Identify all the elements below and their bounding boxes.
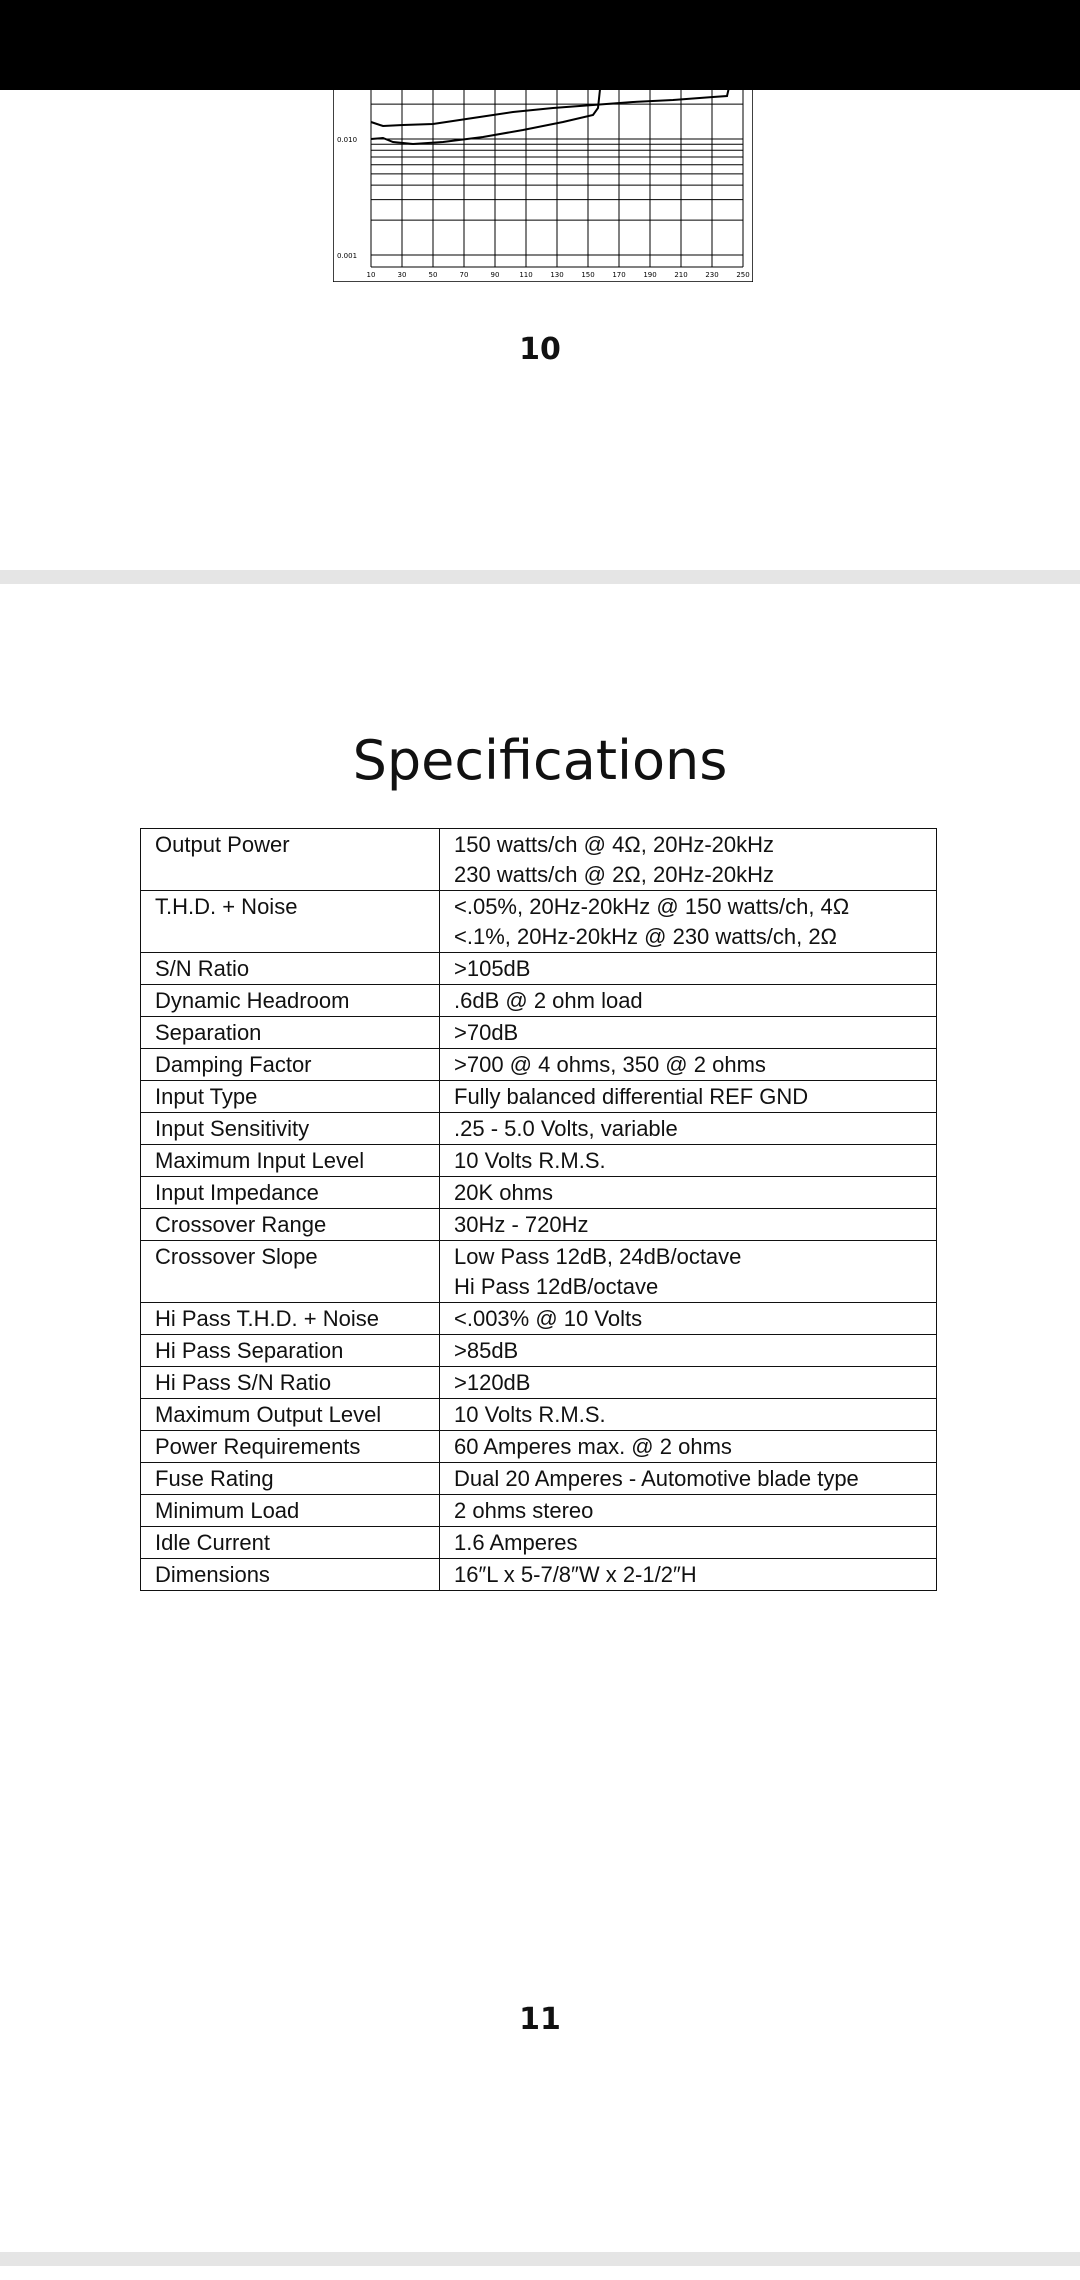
x-tick-label: 210	[674, 271, 688, 279]
spec-value-line: 230 watts/ch @ 2Ω, 20Hz-20kHz	[454, 862, 775, 887]
spec-value	[440, 829, 937, 891]
thd-graph	[333, 60, 753, 282]
table-row	[141, 891, 937, 953]
page-11	[0, 584, 1080, 2252]
table-row	[141, 1367, 937, 1399]
spec-value-line: 30Hz - 720Hz	[454, 1212, 589, 1237]
spec-label: Input Type	[141, 1081, 440, 1113]
spec-value-line: <.003% @ 10 Volts	[454, 1306, 643, 1331]
table-row	[141, 1241, 937, 1303]
x-tick-label: 110	[519, 271, 533, 279]
spec-value	[440, 1367, 937, 1399]
spec-value-line: Low Pass 12dB, 24dB/octave	[454, 1244, 742, 1269]
spec-label: Crossover Slope	[141, 1241, 440, 1303]
spec-value	[440, 1559, 937, 1591]
spec-label: Hi Pass T.H.D. + Noise	[141, 1303, 440, 1335]
spec-label: Input Sensitivity	[141, 1113, 440, 1145]
table-row	[141, 1463, 937, 1495]
spec-label: Fuse Rating	[141, 1463, 440, 1495]
spec-value	[440, 1527, 937, 1559]
spec-value-line: 20K ohms	[454, 1180, 554, 1205]
y-tick-label: 0.010	[337, 136, 358, 144]
table-row	[141, 1335, 937, 1367]
spec-value	[440, 953, 937, 985]
spec-label: Minimum Load	[141, 1495, 440, 1527]
spec-value-line: Fully balanced differential REF GND	[454, 1084, 809, 1109]
page-number-11: 11	[519, 2002, 561, 2037]
spec-label: Hi Pass Separation	[141, 1335, 440, 1367]
spec-label: Power Requirements	[141, 1431, 440, 1463]
spec-value	[440, 1177, 937, 1209]
table-row	[141, 1049, 937, 1081]
spec-label: Crossover Range	[141, 1209, 440, 1241]
spec-value	[440, 1145, 937, 1177]
table-row	[141, 829, 937, 891]
spec-value	[440, 1431, 937, 1463]
spec-value	[440, 1241, 937, 1303]
spec-value-line: <.1%, 20Hz-20kHz @ 230 watts/ch, 2Ω	[454, 924, 838, 949]
page-separator	[0, 2252, 1080, 2266]
table-row	[141, 985, 937, 1017]
spec-value	[440, 1049, 937, 1081]
spec-value-line: 10 Volts R.M.S.	[454, 1402, 606, 1427]
spec-label: Dynamic Headroom	[141, 985, 440, 1017]
table-row	[141, 953, 937, 985]
x-tick-label: 190	[643, 271, 657, 279]
spec-value	[440, 1303, 937, 1335]
top-toolbar	[0, 0, 1080, 90]
spec-label: Dimensions	[141, 1559, 440, 1591]
table-row	[141, 1081, 937, 1113]
spec-value-line: >70dB	[454, 1020, 519, 1045]
table-row	[141, 1145, 937, 1177]
table-row	[141, 1017, 937, 1049]
page-separator	[0, 570, 1080, 584]
table-row	[141, 1495, 937, 1527]
x-tick-label: 10	[366, 271, 376, 279]
page-title: Specifications	[352, 729, 728, 792]
spec-value	[440, 891, 937, 953]
table-row	[141, 1113, 937, 1145]
spec-value-line: >105dB	[454, 956, 531, 981]
spec-value	[440, 1335, 937, 1367]
spec-value	[440, 1113, 937, 1145]
table-row	[141, 1177, 937, 1209]
x-tick-label: 150	[581, 271, 595, 279]
spec-label: S/N Ratio	[141, 953, 440, 985]
spec-label: Damping Factor	[141, 1049, 440, 1081]
x-tick-label: 50	[428, 271, 438, 279]
spec-label: Output Power	[141, 829, 440, 891]
spec-value	[440, 1081, 937, 1113]
table-row	[141, 1527, 937, 1559]
spec-value	[440, 1495, 937, 1527]
spec-value	[440, 1017, 937, 1049]
spec-value	[440, 1463, 937, 1495]
spec-value-line: 150 watts/ch @ 4Ω, 20Hz-20kHz	[454, 832, 775, 857]
spec-value-line: .6dB @ 2 ohm load	[454, 988, 643, 1013]
spec-value-line: >85dB	[454, 1338, 519, 1363]
spec-label: Idle Current	[141, 1527, 440, 1559]
x-tick-label: 170	[612, 271, 626, 279]
spec-value-line: 1.6 Amperes	[454, 1530, 578, 1555]
x-tick-label: 230	[705, 271, 719, 279]
spec-label: Maximum Output Level	[141, 1399, 440, 1431]
spec-value	[440, 1399, 937, 1431]
table-row	[141, 1431, 937, 1463]
page-number-10: 10	[519, 332, 561, 367]
spec-value-line: Hi Pass 12dB/octave	[454, 1274, 659, 1299]
table-row	[141, 1559, 937, 1591]
y-tick-label: 0.001	[337, 252, 358, 260]
spec-label: T.H.D. + Noise	[141, 891, 440, 953]
x-tick-label: 90	[490, 271, 500, 279]
table-row	[141, 1399, 937, 1431]
spec-label: Hi Pass S/N Ratio	[141, 1367, 440, 1399]
spec-value-line: 16″L x 5-7/8″W x 2-1/2″H	[454, 1562, 697, 1587]
spec-label: Maximum Input Level	[141, 1145, 440, 1177]
specifications-table	[140, 828, 937, 1591]
spec-value-line: 60 Amperes max. @ 2 ohms	[454, 1434, 732, 1459]
spec-label: Separation	[141, 1017, 440, 1049]
spec-value	[440, 985, 937, 1017]
x-tick-label: 250	[736, 271, 750, 279]
table-row	[141, 1209, 937, 1241]
spec-value-line: <.05%, 20Hz-20kHz @ 150 watts/ch, 4Ω	[454, 894, 850, 919]
x-tick-label: 130	[550, 271, 564, 279]
spec-label: Input Impedance	[141, 1177, 440, 1209]
spec-value-line: 10 Volts R.M.S.	[454, 1148, 606, 1173]
spec-value-line: >120dB	[454, 1370, 531, 1395]
spec-value	[440, 1209, 937, 1241]
spec-value-line: 2 ohms stereo	[454, 1498, 594, 1523]
x-tick-label: 30	[397, 271, 407, 279]
spec-value-line: .25 - 5.0 Volts, variable	[454, 1116, 678, 1141]
x-tick-label: 70	[459, 271, 469, 279]
table-row	[141, 1303, 937, 1335]
spec-value-line: Dual 20 Amperes - Automotive blade type	[454, 1466, 859, 1491]
spec-value-line: >700 @ 4 ohms, 350 @ 2 ohms	[454, 1052, 766, 1077]
